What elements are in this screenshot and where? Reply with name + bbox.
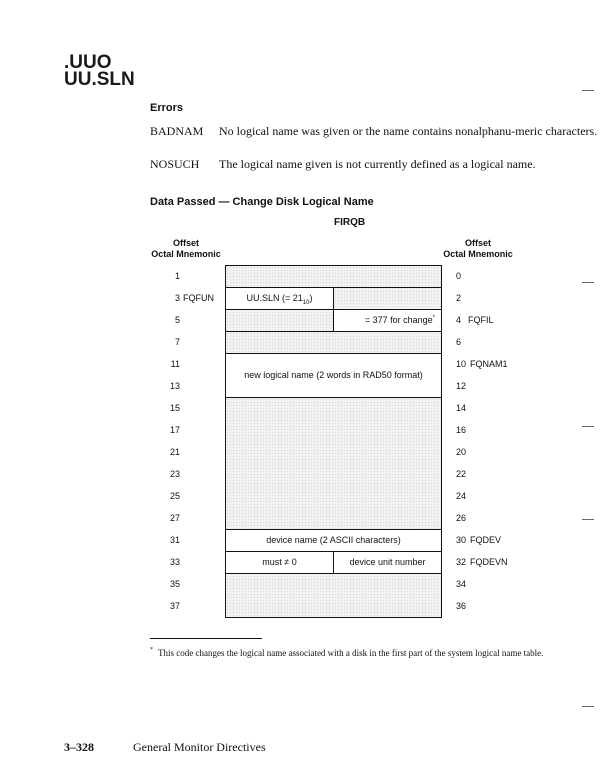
right-mnemonic: FQFIL: [468, 315, 494, 325]
device-name-label: device name (2 ASCII characters): [266, 535, 401, 545]
footnote-text: This code changes the logical name associated with a disk in the first part of the system logical name table.: [158, 648, 544, 658]
left-offset: 37: [169, 601, 180, 611]
scan-mark: [582, 90, 594, 91]
right-offset: 26: [456, 513, 467, 523]
right-offset: 34: [456, 579, 467, 589]
left-offset: 23: [169, 469, 180, 479]
left-offset: 15: [169, 403, 180, 413]
left-offset: 3: [174, 293, 180, 303]
row-divider: [225, 331, 442, 332]
errors-heading: Errors: [150, 102, 184, 114]
footnote-rule: [150, 638, 262, 639]
page-title-subfunction: UU.SLN: [64, 69, 135, 90]
right-offset: 32: [456, 557, 467, 567]
footnote: [150, 648, 550, 659]
error-code: NOSUCH: [150, 157, 200, 171]
left-mnemonic: FQFUN: [183, 293, 214, 303]
scan-mark: [582, 282, 594, 283]
data-passed-heading: Data Passed — Change Disk Logical Name: [150, 196, 374, 208]
right-offset: 30: [456, 535, 467, 545]
right-offset: 10: [456, 359, 467, 369]
left-offset: 7: [174, 337, 180, 347]
change-label: [334, 315, 441, 325]
not-equal-symbol: ≠: [284, 557, 290, 567]
left-columns-header: Octal Mnemonic: [151, 249, 221, 259]
left-offset: 31: [169, 535, 180, 545]
right-offset: 36: [456, 601, 467, 611]
change-value: = 377 for change: [364, 315, 433, 325]
scan-mark: [582, 706, 594, 707]
left-offset: 17: [169, 425, 180, 435]
page-title-directive: .UUO: [64, 52, 112, 73]
right-columns-header: Octal Mnemonic: [443, 249, 513, 259]
row-divider: [225, 573, 442, 574]
change-footnote-mark: *: [432, 315, 435, 321]
right-offset: 24: [456, 491, 467, 501]
left-offset: 33: [169, 557, 180, 567]
left-offset-header: Offset: [172, 238, 199, 248]
error-description: The logical name given is not currently defined as a logical name.: [219, 157, 536, 171]
scan-mark: [582, 426, 594, 427]
scan-mark: [582, 519, 594, 520]
right-offset: 4: [456, 315, 462, 325]
right-offset: 22: [456, 469, 467, 479]
page-number: 3–328: [64, 740, 94, 754]
right-offset: 12: [456, 381, 467, 391]
uusln-prefix: UU.SLN (= 21: [246, 293, 303, 303]
must-label: [226, 557, 333, 567]
logical-name-label: new logical name (2 words in RAD50 format): [244, 370, 423, 380]
left-offset: 35: [169, 579, 180, 589]
right-offset: 6: [456, 337, 462, 347]
block-title: FIRQB: [334, 217, 366, 228]
right-offset-header: Offset: [464, 238, 491, 248]
right-mnemonic: FQNAM1: [470, 359, 508, 369]
right-offset: 20: [456, 447, 467, 457]
right-mnemonic: FQDEVN: [470, 557, 508, 567]
right-offset: 2: [456, 293, 462, 303]
uusln-suffix: ): [309, 293, 313, 303]
uusln-label: [226, 293, 333, 306]
section-title: General Monitor Directives: [133, 740, 266, 754]
error-description: No logical name was given or the name contains nonalphanu-meric characters.: [219, 124, 598, 138]
left-offset: 5: [174, 315, 180, 325]
left-offset: 1: [174, 271, 180, 281]
right-offset: 16: [456, 425, 467, 435]
must-suffix: 0: [289, 557, 297, 567]
left-offset: 25: [169, 491, 180, 501]
left-offset: 11: [170, 359, 180, 369]
right-offset: 0: [456, 271, 462, 281]
left-offset: 13: [169, 381, 180, 391]
row-divider: [225, 397, 442, 398]
right-mnemonic: FQDEV: [470, 535, 502, 545]
must-prefix: must: [262, 557, 285, 567]
footnote-mark: *: [150, 647, 153, 653]
device-unit-label: device unit number: [349, 557, 426, 567]
right-offset: 14: [456, 403, 467, 413]
error-code: BADNAM: [150, 124, 204, 138]
uusln-radix: 10: [302, 299, 310, 306]
left-offset: 21: [169, 447, 180, 457]
left-offset: 27: [169, 513, 180, 523]
